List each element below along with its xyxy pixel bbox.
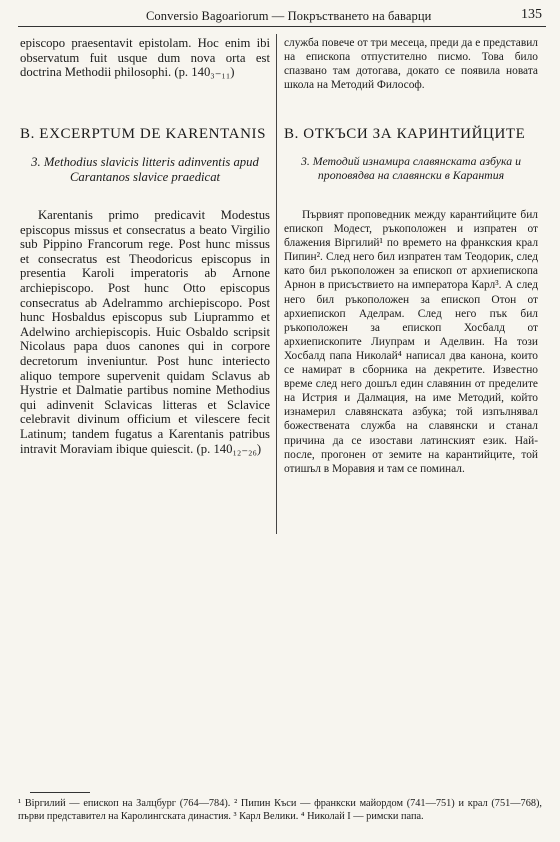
latin-section-heading: B. EXCERPTUM DE KARENTANIS — [20, 126, 267, 142]
footnote-rule — [30, 792, 90, 793]
column-divider — [276, 34, 277, 534]
latin-body-text: Karentanis primo predicavit Modestus episcopus missus et consecratus a beato Virgilio sub Pippino Francorum rege. Post hunc missus et consecratus est Theodoricus episcopus in presentia Karoli imperatoris ab Arnone archiepiscopo. Post hunc Otto episcopus consecratus ab Adelrammo archiepiscopo. Post hunc Hosbaldus episcopus sub Liuprammo et Adelwino archiepiscopis. Huic Osbaldo scripsit Nicolaus papa duos canones qui in corpore decretorum inveniuntur. Post hunc interiecto aliquo tempore supervenit quidam Sclavus ab Hystrie et Dalmatie partibus nomine Methodius qui adinvenit Sclavicas litteras et Sclavice celebravit divinum officium et vilescere fecit Latinum; tandem fugatus a Karentanis patribus intravit Moraviam ibique quiescit. (p. 140₁₂₋₂₆) — [20, 208, 270, 456]
bulgarian-top-paragraph: служба повече от три месеца, преди да е представил на епископа отпустително писмо. Това било спазвано там дотогава, докато се появила новата школа на Методий Философ. — [284, 37, 538, 92]
running-title: Conversio Bagoariorum — Покръстването на баварци — [146, 9, 432, 23]
footnotes: ¹ Віргилий — епископ на Залцбург (764—784). ² Пипин Къси — франкски майордом (741—751) и крал (751—768), първи представител на Каролингската династия. ³ Карл Велики. ⁴ Николай I — римски папа. — [18, 798, 542, 822]
page-number: 135 — [521, 7, 542, 22]
latin-top-paragraph: episcopo praesentavit epistolam. Hoc enim ibi observatum fuit usque dum nova orta est doctrina Methodii philosophi. (p. 140₃₋₁₁) — [20, 36, 270, 80]
latin-subheading: 3. Methodius slavicis litteris adinventis apud Carantanos slavice praedicat — [31, 155, 259, 184]
bulgarian-body-text: Първият проповедник между карантийците бил епископ Модест, ръкоположен и изпратен от блажения Віргилий¹ по времето на франкския крал Пипин². След него бил изпратен там Теодорик, след като бил ръкоположен за епископ от архиепископа Арнон в присъствието на императора Карл³. А след него бил ръкоположен за епископ Отон от архиепископ Аделрам. След него пък бил ръкоположен за епископ Хосбалд от архиепископите Лиупрам и Аделвин. На този Хосбалд папа Николай⁴ написал два канона, които се намират в сборника на декретите. Известно време след него дошъл един славянин от пределите на Истрия и Далмация, на име Методий, който изнамерил славянската азбука; той изпълнявал божествената служба на славянски и станал причина да се изостави латинският език. Най-после, прогонен от земите на карантийците, той отишъл в Моравия и там се поминал. — [284, 209, 538, 475]
bulgarian-section-heading: В. ОТКЪСИ ЗА КАРИНТИЙЦИТЕ — [284, 126, 526, 142]
running-header — [18, 6, 546, 27]
bulgarian-subheading: 3. Методий изнамира славянската азбука и проповядва на славянски в Карантия — [300, 154, 522, 182]
